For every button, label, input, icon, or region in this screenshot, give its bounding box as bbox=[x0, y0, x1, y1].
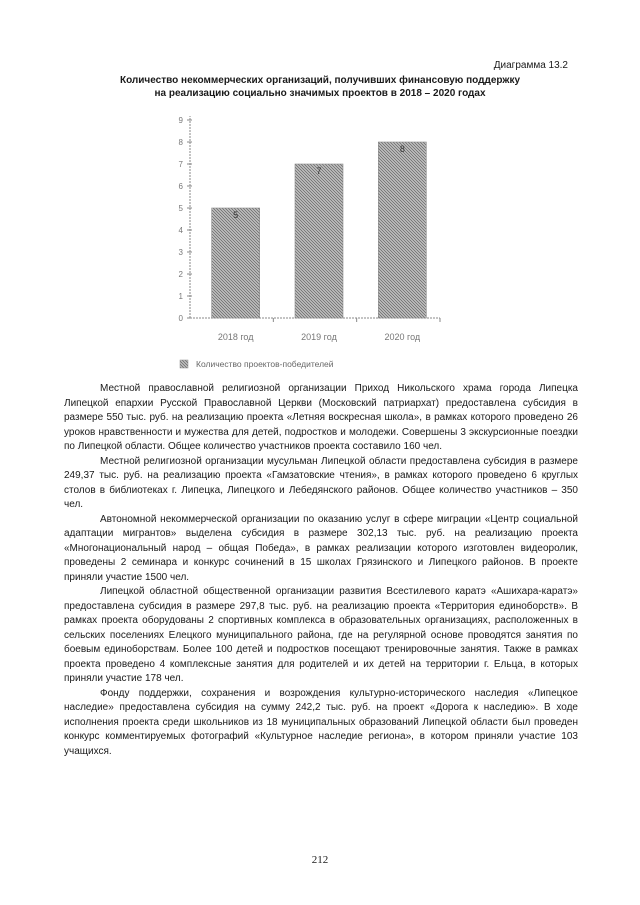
y-tick-label: 9 bbox=[178, 116, 183, 125]
bar bbox=[378, 142, 426, 318]
legend-swatch bbox=[180, 360, 188, 368]
page-number: 212 bbox=[311, 854, 329, 866]
x-tick-label: 2020 год bbox=[384, 332, 421, 342]
bar bbox=[295, 164, 343, 318]
paragraph: Местной православной религиозной организации Приход Никольского храма города Липецка Липецкой епархии Русской Православной Церкви (Московский патриархат) предоставлена субсидия в размере 550 тыс. руб. на реализацию проекта «Летняя воскресная школа», в рамках которого проведено 26 уроков нравственности и мужества для детей, подростков и молодежи. Совершены 3 экскурсионные поездки по Липецкой области. Общее количество участников проекта составило 160 чел. bbox=[64, 383, 578, 452]
y-tick-label: 7 bbox=[178, 160, 183, 169]
chart-title-line-2: на реализацию социально значимых проектов в 2018 – 2020 годах bbox=[154, 88, 486, 99]
body-text bbox=[64, 382, 578, 759]
y-tick-label: 5 bbox=[178, 204, 183, 213]
bar bbox=[212, 208, 260, 318]
data-label: 8 bbox=[399, 144, 405, 154]
paragraph: Местной религиозной организации мусульман Липецкой области предоставлена субсидия в размере 249,37 тыс. руб. на реализацию проекта «Гамзатовские чтения», в рамках которого проведено 6 круглых столов в библиотеках г. Липецка, Липецкого и Лебедянского районов. Общее количество участников – 350 чел. bbox=[64, 455, 578, 510]
y-tick-label: 1 bbox=[178, 292, 183, 301]
y-tick-label: 4 bbox=[178, 226, 183, 235]
data-label: 5 bbox=[233, 210, 239, 220]
y-tick-label: 2 bbox=[178, 270, 183, 279]
y-tick-label: 8 bbox=[178, 138, 183, 147]
bar-chart-svg bbox=[150, 112, 480, 372]
x-tick-label: 2019 год bbox=[301, 332, 337, 342]
paragraph: Автономной некоммерческой организации по оказанию услуг в сфере миграции «Центр социальной адаптации мигрантов» выделена субсидия в размере 302,13 тыс. руб. на реализацию проекта «Многонациональный народ – общая Победа», в рамках реализации которого изготовлен видеоролик, проведены 2 семинара и конкурс сочинений в 15 школах Грязинского и Липецкого районов. В проекте приняли участие 1500 чел. bbox=[64, 513, 578, 583]
y-tick-label: 6 bbox=[178, 182, 183, 191]
x-tick-label: 2018 год bbox=[217, 332, 254, 342]
y-tick-label: 3 bbox=[178, 248, 183, 257]
chart-title-line-1: Количество некоммерческих организаций, получивших финансовую поддержку bbox=[119, 75, 521, 86]
paragraph: Фонду поддержки, сохранения и возрождения культурно-исторического наследия «Липецкое наследие» предоставлена субсидия на сумму 242,2 тыс. руб. на проект «Дорога к наследию». В ходе исполнения проекта среди школьников из 18 муниципальных образований Липецкой области был проведен конкурс комментируемых фотографий «Культурное наследие региона», в котором приняли участие 103 учащихся. bbox=[64, 687, 578, 757]
paragraph: Липецкой областной общественной организации развития Всестилевого каратэ «Ашихара-каратэ» предоставлена субсидия в размере 297,8 тыс. руб. на реализацию проекта «Территория единоборств». В рамках проекта оборудованы 2 спортивных комплекса в образовательных организациях, расположенных в сельских поселениях Елецкого муниципального района, где на регулярной основе проводятся занятия по боевым единоборствам. Более 100 детей и подростков посещают тренировочные занятия. Также в рамках проекта проведено 4 комплексные занятия для родителей и их детей на территории г. Ельца, в которых приняли участие 178 чел. bbox=[64, 586, 578, 684]
chart-title bbox=[60, 74, 580, 100]
diagram-label: Диаграмма 13.2 bbox=[493, 60, 568, 71]
data-label: 7 bbox=[316, 166, 322, 176]
bar-chart bbox=[150, 112, 480, 372]
y-tick-label: 0 bbox=[178, 314, 183, 323]
legend-label: Количество проектов-победителей bbox=[196, 359, 334, 369]
